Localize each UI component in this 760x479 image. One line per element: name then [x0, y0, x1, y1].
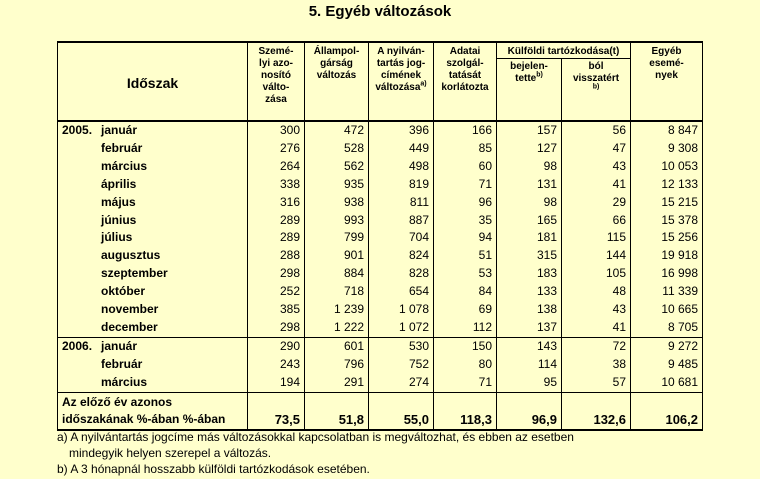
value-cell: 338	[248, 176, 305, 194]
value-cell: 96	[434, 194, 497, 212]
value-cell: 752	[369, 356, 434, 374]
value-cell: 127	[497, 140, 562, 158]
table-row	[58, 176, 703, 194]
table-row	[58, 301, 703, 319]
value-cell: 8 705	[631, 319, 703, 337]
value-cell: 298	[248, 265, 305, 283]
value-cell: 94	[434, 229, 497, 247]
value-cell: 41	[562, 319, 631, 337]
value-cell: 11 339	[631, 283, 703, 301]
value-cell: 95	[497, 374, 562, 392]
period-cell	[58, 265, 248, 283]
value-cell: 530	[369, 337, 434, 355]
table-row	[58, 337, 703, 355]
table-row	[58, 247, 703, 265]
footnote-a-continued: mindegyik helyen szerepel a változás.	[69, 446, 272, 460]
value-cell: 449	[369, 140, 434, 158]
value-cell: 824	[369, 247, 434, 265]
value-cell: 43	[562, 301, 631, 319]
value-cell: 315	[497, 247, 562, 265]
table-row	[58, 158, 703, 176]
value-cell: 194	[248, 374, 305, 392]
summary-label-line2: időszakának %-ában %-ában	[62, 411, 226, 426]
month-label: július	[101, 230, 133, 245]
value-cell: 264	[248, 158, 305, 176]
table-row	[58, 194, 703, 212]
value-cell: 15 256	[631, 229, 703, 247]
month-label: augusztus	[101, 248, 161, 263]
table-row	[58, 374, 703, 392]
period-cell	[58, 176, 248, 194]
value-cell: 112	[434, 319, 497, 337]
month-label: május	[101, 194, 136, 209]
period-cell	[58, 140, 248, 158]
value-cell: 498	[369, 158, 434, 176]
period-cell	[58, 319, 248, 337]
value-cell: 15 378	[631, 212, 703, 230]
value-cell: 9 485	[631, 356, 703, 374]
value-cell: 654	[369, 283, 434, 301]
value-cell: 10 053	[631, 158, 703, 176]
value-cell: 16 998	[631, 265, 703, 283]
value-cell: 41	[562, 176, 631, 194]
table-row	[58, 229, 703, 247]
period-cell	[58, 194, 248, 212]
footnote-a: a) A nyilvántartás jogcíme más változásokkal kapcsolatban is megváltozhat, és ebben az esetben	[57, 430, 574, 444]
table-row	[58, 319, 703, 337]
table-row	[58, 212, 703, 230]
header-abroad-returned: ból visszatért $^{b)}$	[562, 59, 631, 122]
period-cell	[58, 229, 248, 247]
value-cell: 165	[497, 212, 562, 230]
value-cell: 71	[434, 176, 497, 194]
value-cell: 133	[497, 283, 562, 301]
year-label: 2006.	[62, 338, 93, 353]
value-cell: 935	[305, 176, 369, 194]
summary-row	[58, 392, 703, 430]
value-cell: 72	[562, 337, 631, 355]
value-cell: 10 665	[631, 301, 703, 319]
value-cell: 38	[562, 356, 631, 374]
value-cell: 10 681	[631, 374, 703, 392]
value-cell: 60	[434, 158, 497, 176]
value-cell: 56	[562, 121, 631, 140]
month-label: március	[101, 158, 148, 173]
summary-value: 118,3	[434, 392, 497, 430]
value-cell: 9 308	[631, 140, 703, 158]
value-cell: 796	[305, 356, 369, 374]
value-cell: 274	[369, 374, 434, 392]
month-label: április	[101, 176, 137, 191]
value-cell: 938	[305, 194, 369, 212]
value-cell: 718	[305, 283, 369, 301]
period-cell	[58, 121, 248, 140]
value-cell: 316	[248, 194, 305, 212]
value-cell: 396	[369, 121, 434, 140]
value-cell: 12 133	[631, 176, 703, 194]
value-cell: 8 847	[631, 121, 703, 140]
value-cell: 48	[562, 283, 631, 301]
value-cell: 828	[369, 265, 434, 283]
value-cell: 15 215	[631, 194, 703, 212]
summary-value: 73,5	[248, 392, 305, 430]
value-cell: 138	[497, 301, 562, 319]
footnote-b: b) A 3 hónapnál hosszabb külföldi tartózkodások esetében.	[57, 462, 370, 476]
value-cell: 811	[369, 194, 434, 212]
summary-value: 55,0	[369, 392, 434, 430]
summary-label	[58, 392, 248, 430]
period-cell	[58, 283, 248, 301]
value-cell: 704	[369, 229, 434, 247]
value-cell: 57	[562, 374, 631, 392]
table-row	[58, 356, 703, 374]
header-personal-id: Szemé- lyi azo- nosító válto- zása	[248, 42, 305, 121]
period-cell	[58, 356, 248, 374]
value-cell: 289	[248, 229, 305, 247]
value-cell: 181	[497, 229, 562, 247]
month-label: január	[101, 338, 138, 353]
value-cell: 291	[305, 374, 369, 392]
value-cell: 276	[248, 140, 305, 158]
table-row	[58, 283, 703, 301]
header-registration-title: A nyilván- tartás jog- címének változása$^{a)}$	[369, 42, 434, 121]
value-cell: 290	[248, 337, 305, 355]
month-label: december	[101, 319, 158, 334]
value-cell: 472	[305, 121, 369, 140]
summary-value: 132,6	[562, 392, 631, 430]
value-cell: 166	[434, 121, 497, 140]
period-cell	[58, 374, 248, 392]
value-cell: 385	[248, 301, 305, 319]
value-cell: 98	[497, 194, 562, 212]
value-cell: 799	[305, 229, 369, 247]
value-cell: 243	[248, 356, 305, 374]
value-cell: 1 239	[305, 301, 369, 319]
month-label: november	[101, 302, 159, 317]
page-title: 5. Egyéb változások	[308, 3, 452, 20]
value-cell: 98	[497, 158, 562, 176]
value-cell: 1 078	[369, 301, 434, 319]
header-abroad-reported: bejelen- tette$^{b)}$	[497, 59, 562, 122]
table-body	[58, 121, 703, 430]
value-cell: 69	[434, 301, 497, 319]
value-cell: 114	[497, 356, 562, 374]
value-cell: 29	[562, 194, 631, 212]
month-label: február	[101, 140, 143, 155]
month-label: március	[101, 374, 148, 389]
value-cell: 601	[305, 337, 369, 355]
value-cell: 84	[434, 283, 497, 301]
summary-value: 51,8	[305, 392, 369, 430]
value-cell: 53	[434, 265, 497, 283]
year-label: 2005.	[62, 123, 93, 137]
summary-value: 96,9	[497, 392, 562, 430]
value-cell: 288	[248, 247, 305, 265]
value-cell: 19 918	[631, 247, 703, 265]
value-cell: 47	[562, 140, 631, 158]
value-cell: 115	[562, 229, 631, 247]
value-cell: 252	[248, 283, 305, 301]
value-cell: 66	[562, 212, 631, 230]
table-row	[58, 121, 703, 140]
value-cell: 289	[248, 212, 305, 230]
month-label: február	[101, 356, 143, 371]
period-cell	[58, 158, 248, 176]
value-cell: 150	[434, 337, 497, 355]
value-cell: 298	[248, 319, 305, 337]
value-cell: 71	[434, 374, 497, 392]
period-cell	[58, 212, 248, 230]
value-cell: 901	[305, 247, 369, 265]
period-cell	[58, 337, 248, 355]
period-header: Időszak	[58, 42, 248, 121]
value-cell: 1 072	[369, 319, 434, 337]
month-label: október	[101, 284, 146, 299]
table-row	[58, 140, 703, 158]
header-abroad-group: Külföldi tartózkodása(t)	[497, 42, 631, 59]
summary-label-line1: Az előző év azonos	[62, 394, 173, 409]
value-cell: 143	[497, 337, 562, 355]
value-cell: 1 222	[305, 319, 369, 337]
value-cell: 157	[497, 121, 562, 140]
value-cell: 528	[305, 140, 369, 158]
value-cell: 819	[369, 176, 434, 194]
value-cell: 43	[562, 158, 631, 176]
value-cell: 183	[497, 265, 562, 283]
data-table	[57, 41, 703, 431]
value-cell: 51	[434, 247, 497, 265]
value-cell: 887	[369, 212, 434, 230]
value-cell: 80	[434, 356, 497, 374]
month-label: január	[101, 123, 138, 137]
footnotes	[57, 429, 574, 477]
month-label: szeptember	[101, 266, 168, 281]
value-cell: 137	[497, 319, 562, 337]
header-citizenship: Állampol- gárság változás	[305, 42, 369, 121]
table-row	[58, 265, 703, 283]
header-other-events: Egyéb esemé- nyek	[631, 42, 703, 121]
value-cell: 884	[305, 265, 369, 283]
value-cell: 993	[305, 212, 369, 230]
value-cell: 9 272	[631, 337, 703, 355]
month-label: június	[101, 212, 137, 227]
value-cell: 105	[562, 265, 631, 283]
period-cell	[58, 247, 248, 265]
header-data-restriction: Adatai szolgál- tatását korlátozta	[434, 42, 497, 121]
period-cell	[58, 301, 248, 319]
value-cell: 131	[497, 176, 562, 194]
value-cell: 300	[248, 121, 305, 140]
value-cell: 144	[562, 247, 631, 265]
summary-value: 106,2	[631, 392, 703, 430]
value-cell: 562	[305, 158, 369, 176]
value-cell: 85	[434, 140, 497, 158]
value-cell: 35	[434, 212, 497, 230]
